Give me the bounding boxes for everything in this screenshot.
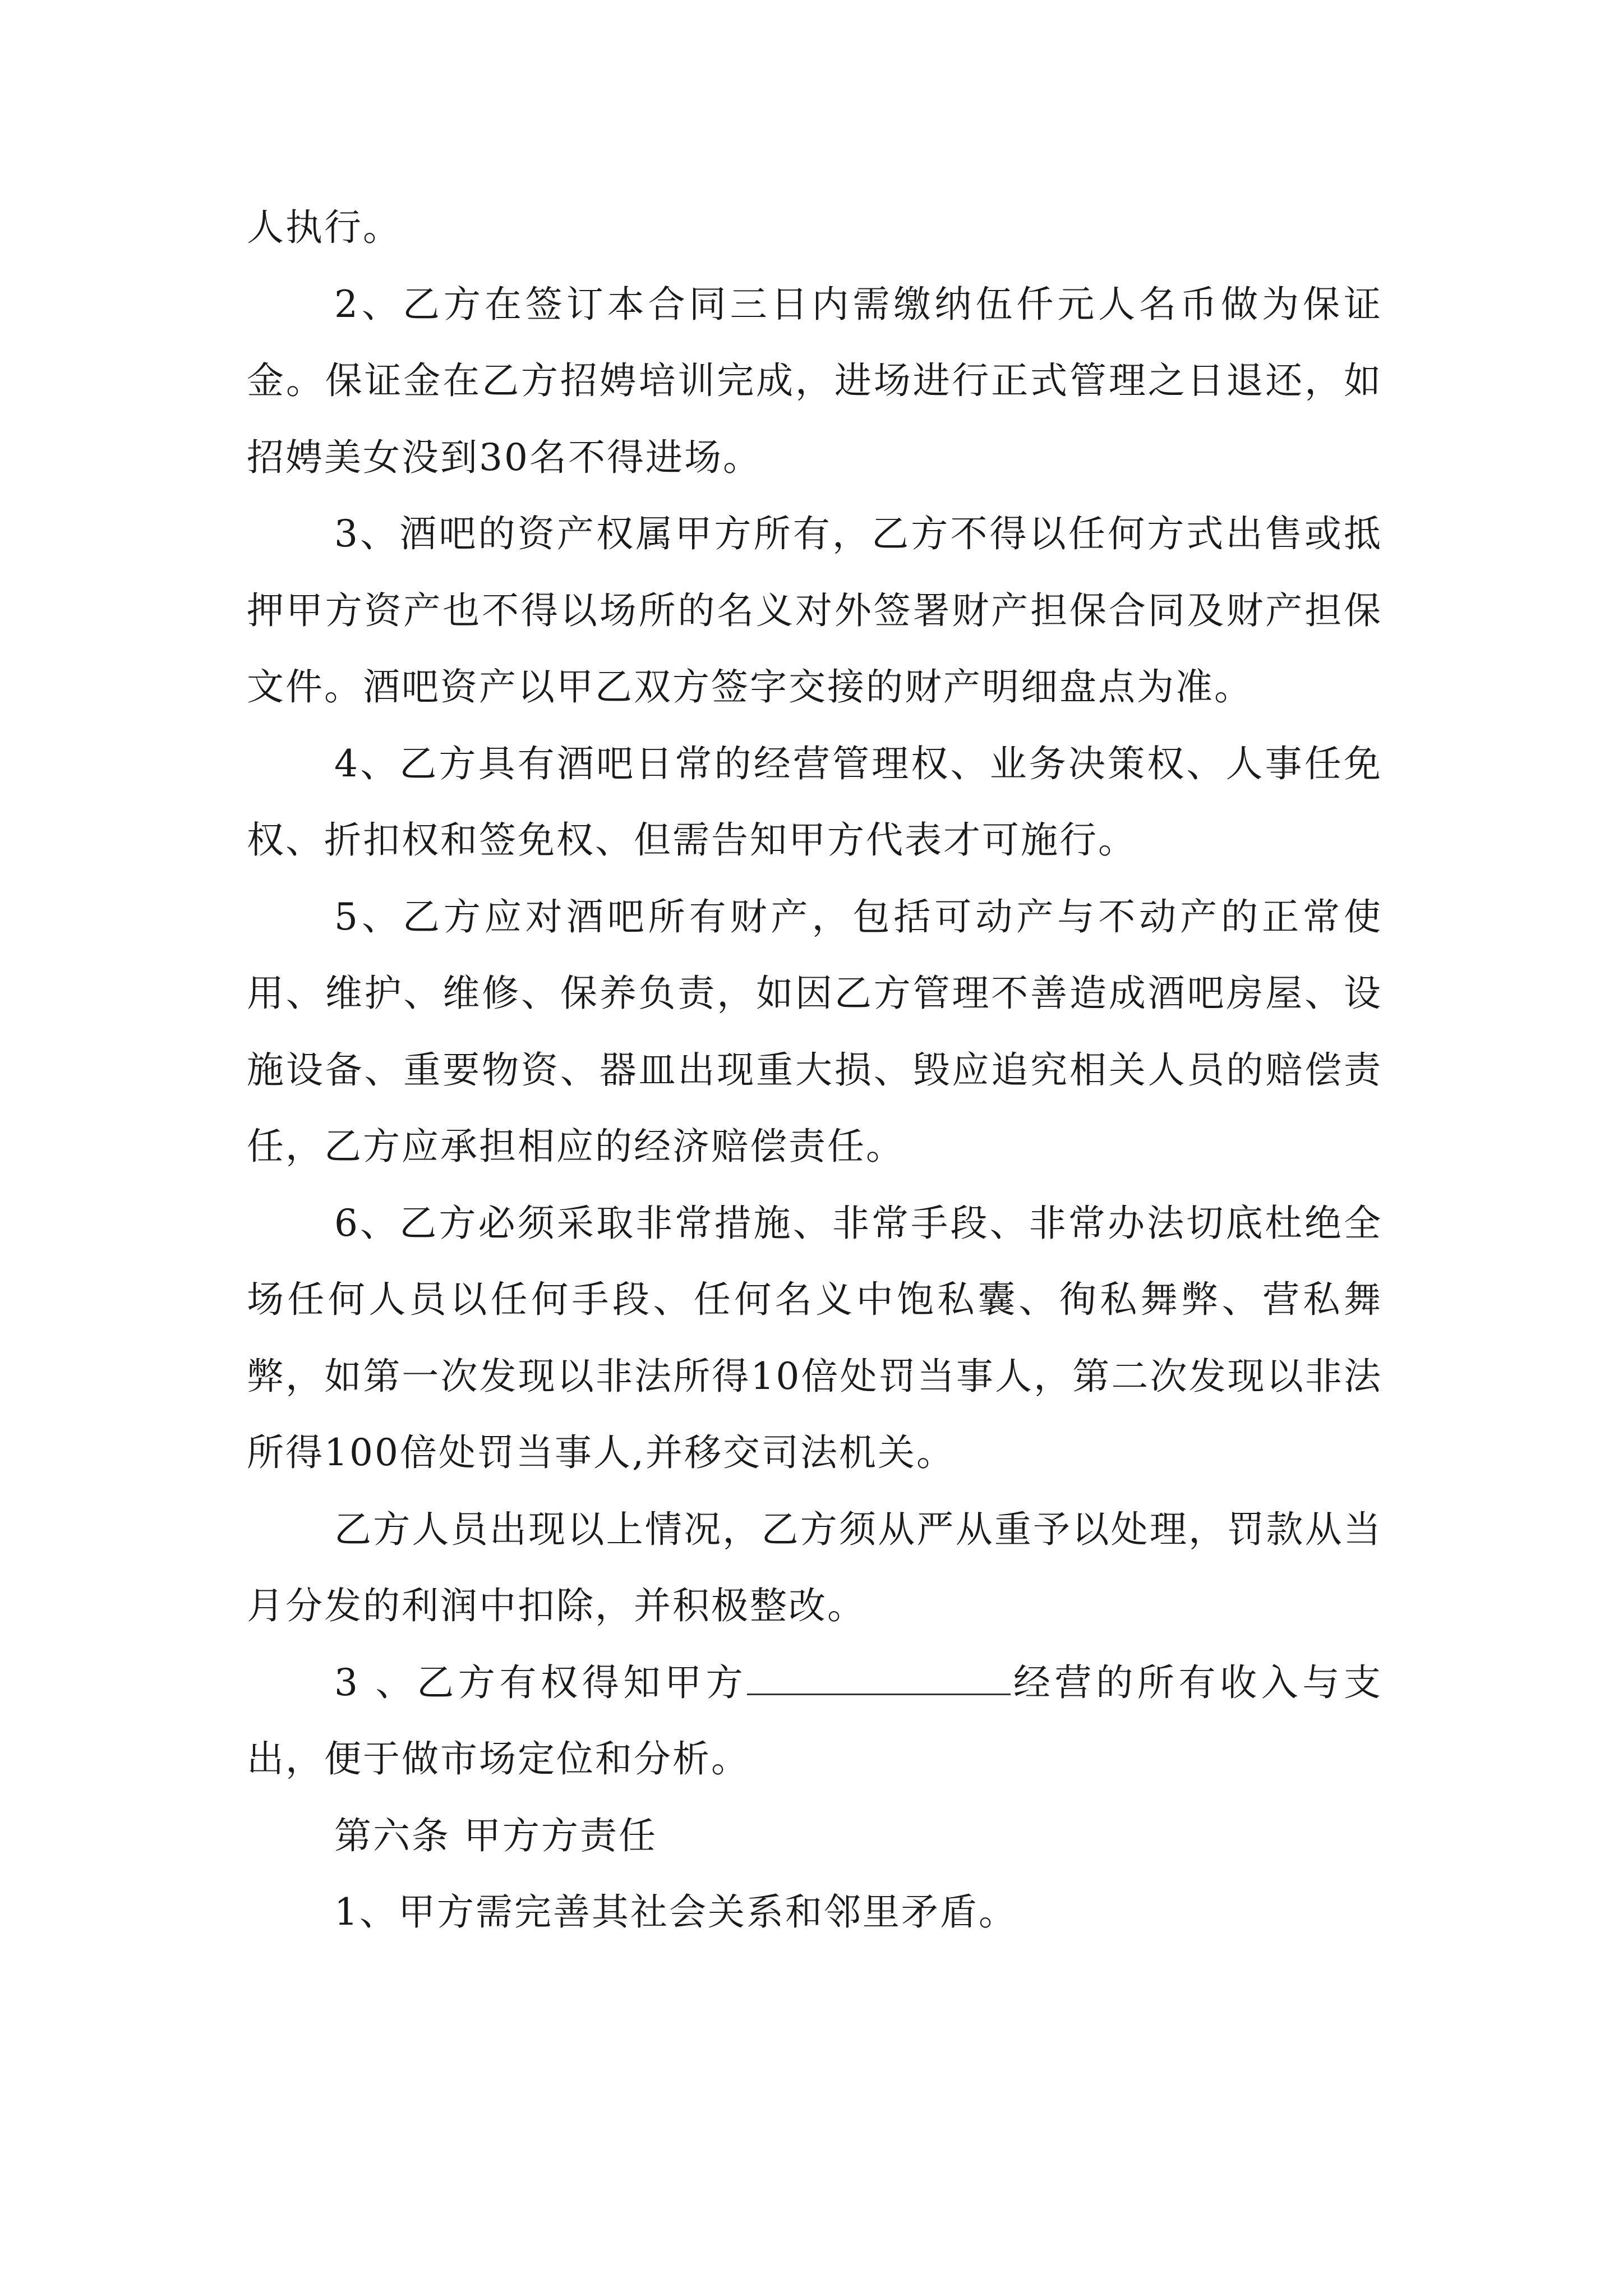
paragraph-income-disclosure-clause: [247, 1645, 1382, 1798]
paragraph-asset-ownership-clause: 3、酒吧的资产权属甲方所有，乙方不得以任何方式出售或抵押甲方资产也不得以场所的名义对外签署财产担保合同及财产担保文件。酒吧资产以甲乙双方签字交接的财产明细盘点为准。: [247, 512, 1382, 708]
paragraph-deposit-clause: 2、乙方在签订本合同三日内需缴纳伍仟元人名币做为保证金。保证金在乙方招娉培训完成，进场进行正式管理之日退还，如招娉美女没到30名不得进场。: [247, 282, 1382, 479]
clause-text-before-blank: 3 、乙方有权得知甲方: [334, 1660, 748, 1704]
paragraph-penalty-handling: 乙方人员出现以上情况，乙方须从严从重予以处理，罚款从当月分发的利润中扣除，并积极整改。: [247, 1507, 1382, 1627]
paragraph-anti-fraud-clause: 6、乙方必须采取非常措施、非常手段、非常办法切底杜绝全场任何人员以任何手段、任何名义中饱私囊、徇私舞弊、营私舞弊，如第一次发现以非法所得10倍处罚当事人，第二次发现以非法所得100倍处罚当事人,并移交司法机关。: [247, 1201, 1382, 1474]
clause-text-after-blank: 经营的所有收入与支出，便于做市场定位和分析。: [247, 1660, 1382, 1780]
document-body: [247, 190, 1382, 1951]
paragraph-management-rights-clause: 4、乙方具有酒吧日常的经营管理权、业务决策权、人事任免权、折扣权和签免权、但需告知甲方代表才可施行。: [247, 742, 1382, 862]
paragraph-party-a-duty-1: 1、甲方需完善其社会关系和邻里矛盾。: [334, 1890, 1017, 1934]
paragraph-continuation: 人执行。: [247, 206, 402, 249]
fill-in-blank-line: [747, 1660, 1011, 1695]
paragraph-property-maintenance-clause: 5、乙方应对酒吧所有财产，包括可动产与不动产的正常使用、维护、维修、保养负责，如因乙方管理不善造成酒吧房屋、设施设备、重要物资、器皿出现重大损、毁应追究相关人员的赔偿责任，乙方应承担相应的经济赔偿责任。: [247, 895, 1382, 1168]
section-heading: 第六条 甲方方责任: [334, 1814, 657, 1857]
